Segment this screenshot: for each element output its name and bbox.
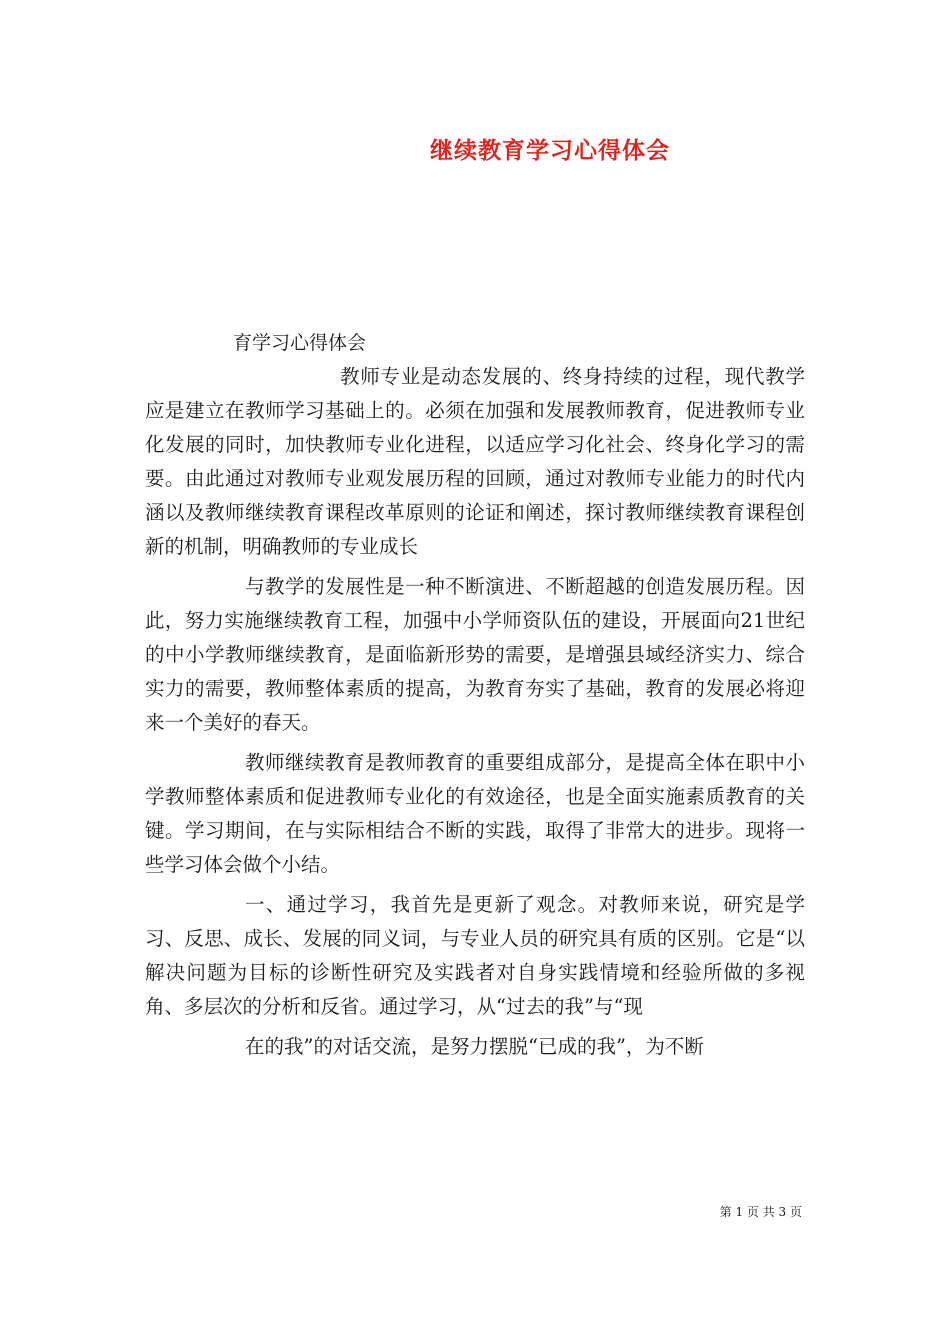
paragraph-2: 与教学的发展性是一种不断演进、不断超越的创造发展历程。因此，努力实施继续教育工程，加强中小学师资队伍的建设，开展面向21世纪的中小学教师继续教育，是面临新形势的需要，是增强县域经济实力、综合实力的需要，教师整体素质的提高，为教育夯实了基础，教育的发展必将迎来一个美好的春天。: [145, 575, 805, 734]
paragraph-3: 教师继续教育是教师教育的重要组成部分，是提高全体在职中小学教师整体素质和促进教师专业化的有效途径，也是全面实施素质教育的关键。学习期间，在与实际相结合不断的实践，取得了非常大的进步。现将一些学习体会做个小结。: [145, 751, 805, 876]
document-subtitle: 育学习心得体会: [233, 332, 367, 354]
paragraph-4: 一、通过学习，我首先是更新了观念。对教师来说，研究是学习、反思、成长、发展的同义词，与专业人员的研究具有质的区别。它是“以解决问题为目标的诊断性研究及实践者对自身实践情境和经验所做的多视角、多层次的分析和反省。通过学习，从“过去的我”与“现: [145, 893, 805, 1018]
document-body: [145, 360, 805, 1070]
page-number-footer: 第 1 页 共 3 页: [719, 1205, 802, 1219]
paragraph-5: 在的我”的对话交流，是努力摆脱“已成的我”，为不断: [245, 1035, 704, 1058]
document-title: 继续教育学习心得体会: [430, 138, 670, 164]
paragraph-1: 教师专业是动态发展的、终身持续的过程，现代教学应是建立在教师学习基础上的。必须在加强和发展教师教育，促进教师专业化发展的同时，加快教师专业化进程，以适应学习化社会、终身化学习的需要。由此通过对教师专业观发展历程的回顾，通过对教师专业能力的时代内涵以及教师继续教育课程改革原则的论证和阐述，探讨教师继续教育课程创新的机制，明确教师的专业成长: [145, 365, 805, 558]
